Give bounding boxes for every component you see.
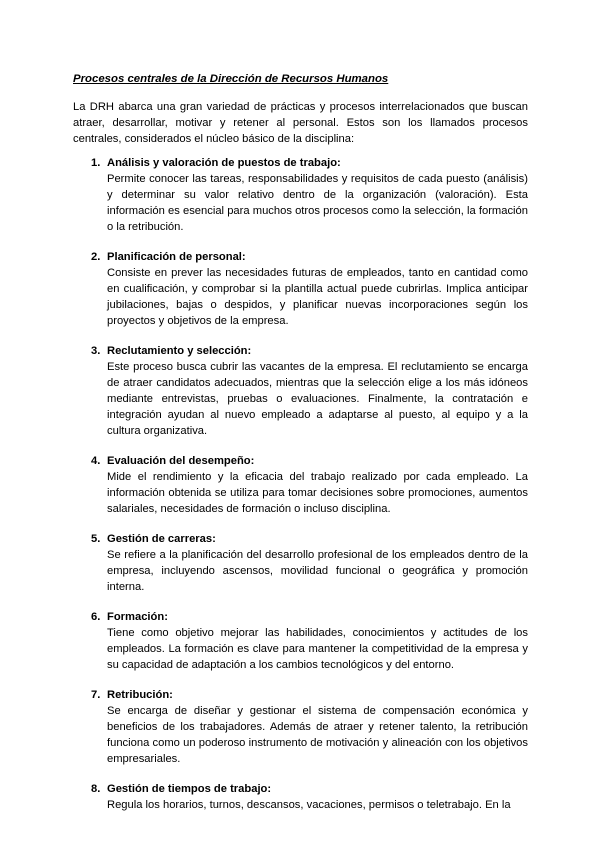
list-item-body: Permite conocer las tareas, responsabilidades y requisitos de cada puesto (análisis) y determinar su valor relativo dentro de la organización (valoración). Esta información es esencial para muchos otros procesos como la selección, la formación o la retribución. (107, 173, 528, 233)
list-item (73, 249, 528, 329)
process-list (73, 155, 528, 827)
list-item-number: 3. (91, 345, 101, 357)
list-item (73, 453, 528, 517)
list-item-body: Tiene como objetivo mejorar las habilidades, conocimientos y actitudes de los empleados. La formación es clave para mantener la competitividad de la empresa y su capacidad de adaptación a los cambios tecnológicos y del entorno. (107, 627, 528, 671)
list-item-body: Este proceso busca cubrir las vacantes de la empresa. El reclutamiento se encarga de atraer candidatos adecuados, mientras que la selección elige a los más idóneos mediante entrevistas, pruebas o evaluaciones. Finalmente, la contratación e integración ayudan al nuevo empleado a adaptarse al puesto, al equipo y a la cultura organizativa. (107, 361, 528, 437)
list-item-body: Consiste en prever las necesidades futuras de empleados, tanto en cantidad como en cualificación, y comprobar si la plantilla actual puede cubrirlas. Implica anticipar jubilaciones, bajas o despidos, y planificar nuevas incorporaciones según los proyectos y objetivos de la empresa. (107, 267, 528, 327)
list-item (73, 781, 528, 813)
list-item-heading: Planificación de personal: (107, 251, 246, 263)
list-item-number: 4. (91, 455, 101, 467)
list-item-body: Se encarga de diseñar y gestionar el sistema de compensación económica y beneficios de los trabajadores. Además de atraer y retener talento, la retribución funciona como un poderoso instrumento de motivación y alineación con los objetivos empresariales. (107, 705, 528, 765)
list-item-number: 8. (91, 783, 101, 795)
list-item-number: 5. (91, 533, 101, 545)
list-item-heading: Retribución: (107, 689, 173, 701)
page-title: Procesos centrales de la Dirección de Recursos Humanos (73, 73, 389, 85)
list-item-number: 2. (91, 251, 101, 263)
list-item-heading: Gestión de tiempos de trabajo: (107, 783, 272, 795)
list-item (73, 343, 528, 439)
list-item-number: 1. (91, 157, 101, 169)
list-item (73, 155, 528, 235)
list-item-heading: Gestión de carreras: (107, 533, 216, 545)
list-item-number: 6. (91, 611, 101, 623)
list-item-heading: Formación: (107, 611, 168, 623)
list-item-heading: Reclutamiento y selección: (107, 345, 252, 357)
list-item (73, 687, 528, 767)
list-item (73, 609, 528, 673)
list-item-body: Se refiere a la planificación del desarrollo profesional de los empleados dentro de la empresa, incluyendo ascensos, movilidad funcional o geográfica y promoción interna. (107, 549, 528, 593)
list-item-heading: Análisis y valoración de puestos de trabajo: (107, 157, 341, 169)
list-item-body: Regula los horarios, turnos, descansos, vacaciones, permisos o teletrabajo. En la (107, 799, 511, 811)
list-item (73, 531, 528, 595)
intro-paragraph: La DRH abarca una gran variedad de prácticas y procesos interrelacionados que buscan atraer, desarrollar, motivar y retener al personal. Estos son los llamados procesos centrales, considerados el núcleo básico de la disciplina: (73, 101, 528, 145)
list-item-number: 7. (91, 689, 101, 701)
list-item-body: Mide el rendimiento y la eficacia del trabajo realizado por cada empleado. La información obtenida se utiliza para tomar decisiones sobre promociones, aumentos salariales, necesidades de formación o incluso disciplina. (107, 471, 528, 515)
list-item-heading: Evaluación del desempeño: (107, 455, 255, 467)
